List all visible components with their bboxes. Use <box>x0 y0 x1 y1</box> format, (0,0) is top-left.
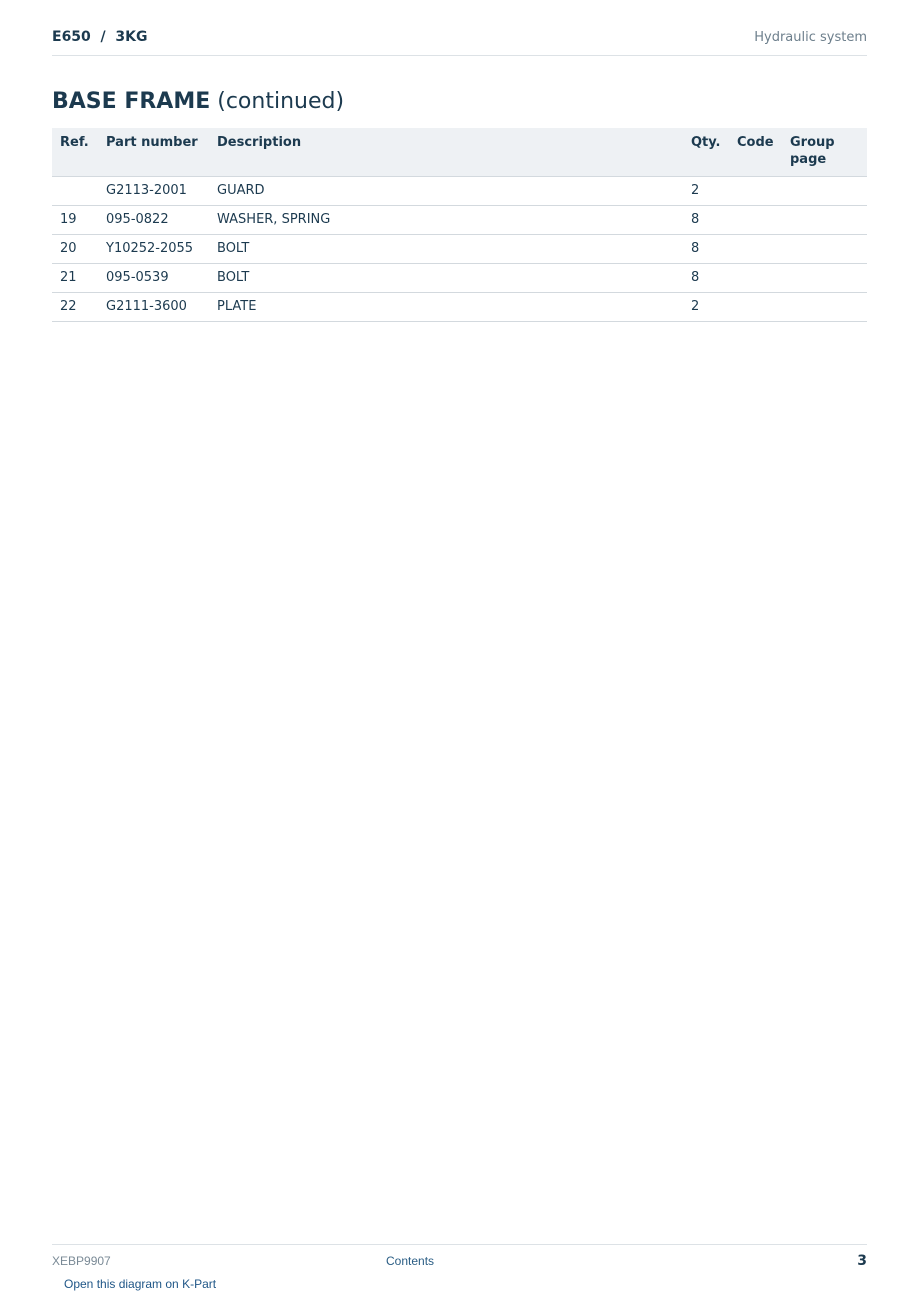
qty-cell: 8 <box>683 235 729 264</box>
ref-cell <box>52 177 98 206</box>
table-row <box>52 293 867 322</box>
column-header-group-page: Group page <box>782 128 867 177</box>
group-page-cell <box>782 264 867 293</box>
column-header-part-number: Part number <box>98 128 209 177</box>
part-number-cell: 095-0822 <box>98 206 209 235</box>
column-header-qty: Qty. <box>683 128 729 177</box>
description-cell: WASHER, SPRING <box>209 206 683 235</box>
description-cell: BOLT <box>209 235 683 264</box>
code-cell <box>729 235 782 264</box>
table-row <box>52 177 867 206</box>
contents-link[interactable]: Contents <box>386 1254 435 1268</box>
document-id: XEBP9907 <box>52 1254 111 1268</box>
group-page-cell <box>782 293 867 322</box>
table-row <box>52 235 867 264</box>
group-page-cell <box>782 235 867 264</box>
page-title-suffix: (continued) <box>217 89 345 114</box>
column-header-description: Description <box>209 128 683 177</box>
part-number-cell: G2111-3600 <box>98 293 209 322</box>
ref-cell: 19 <box>52 206 98 235</box>
table-row <box>52 206 867 235</box>
group-page-cell <box>782 177 867 206</box>
column-header-code: Code <box>729 128 782 177</box>
page-title-main: BASE FRAME <box>52 89 211 114</box>
code-cell <box>729 264 782 293</box>
qty-cell: 8 <box>683 264 729 293</box>
section-name: Hydraulic system <box>754 30 867 45</box>
ref-cell: 22 <box>52 293 98 322</box>
part-number-cell: 095-0539 <box>98 264 209 293</box>
page-footer <box>52 1244 867 1275</box>
part-number-cell: Y10252-2055 <box>98 235 209 264</box>
description-cell: BOLT <box>209 264 683 293</box>
code-cell <box>729 293 782 322</box>
qty-cell: 2 <box>683 177 729 206</box>
description-cell: PLATE <box>209 293 683 322</box>
open-kpart-link[interactable]: Open this diagram on K-Part <box>64 1277 217 1291</box>
part-number-cell: G2113-2001 <box>98 177 209 206</box>
table-header-row <box>52 128 867 177</box>
page-title <box>52 89 344 114</box>
page-number: 3 <box>857 1253 867 1269</box>
parts-table <box>52 128 867 322</box>
column-header-ref: Ref. <box>52 128 98 177</box>
code-cell <box>729 177 782 206</box>
qty-cell: 2 <box>683 293 729 322</box>
table-row <box>52 264 867 293</box>
page-header <box>52 29 867 56</box>
ref-cell: 21 <box>52 264 98 293</box>
ref-cell: 20 <box>52 235 98 264</box>
model-code: E650 / 3KG <box>52 29 148 45</box>
qty-cell: 8 <box>683 206 729 235</box>
code-cell <box>729 206 782 235</box>
group-page-cell <box>782 206 867 235</box>
description-cell: GUARD <box>209 177 683 206</box>
